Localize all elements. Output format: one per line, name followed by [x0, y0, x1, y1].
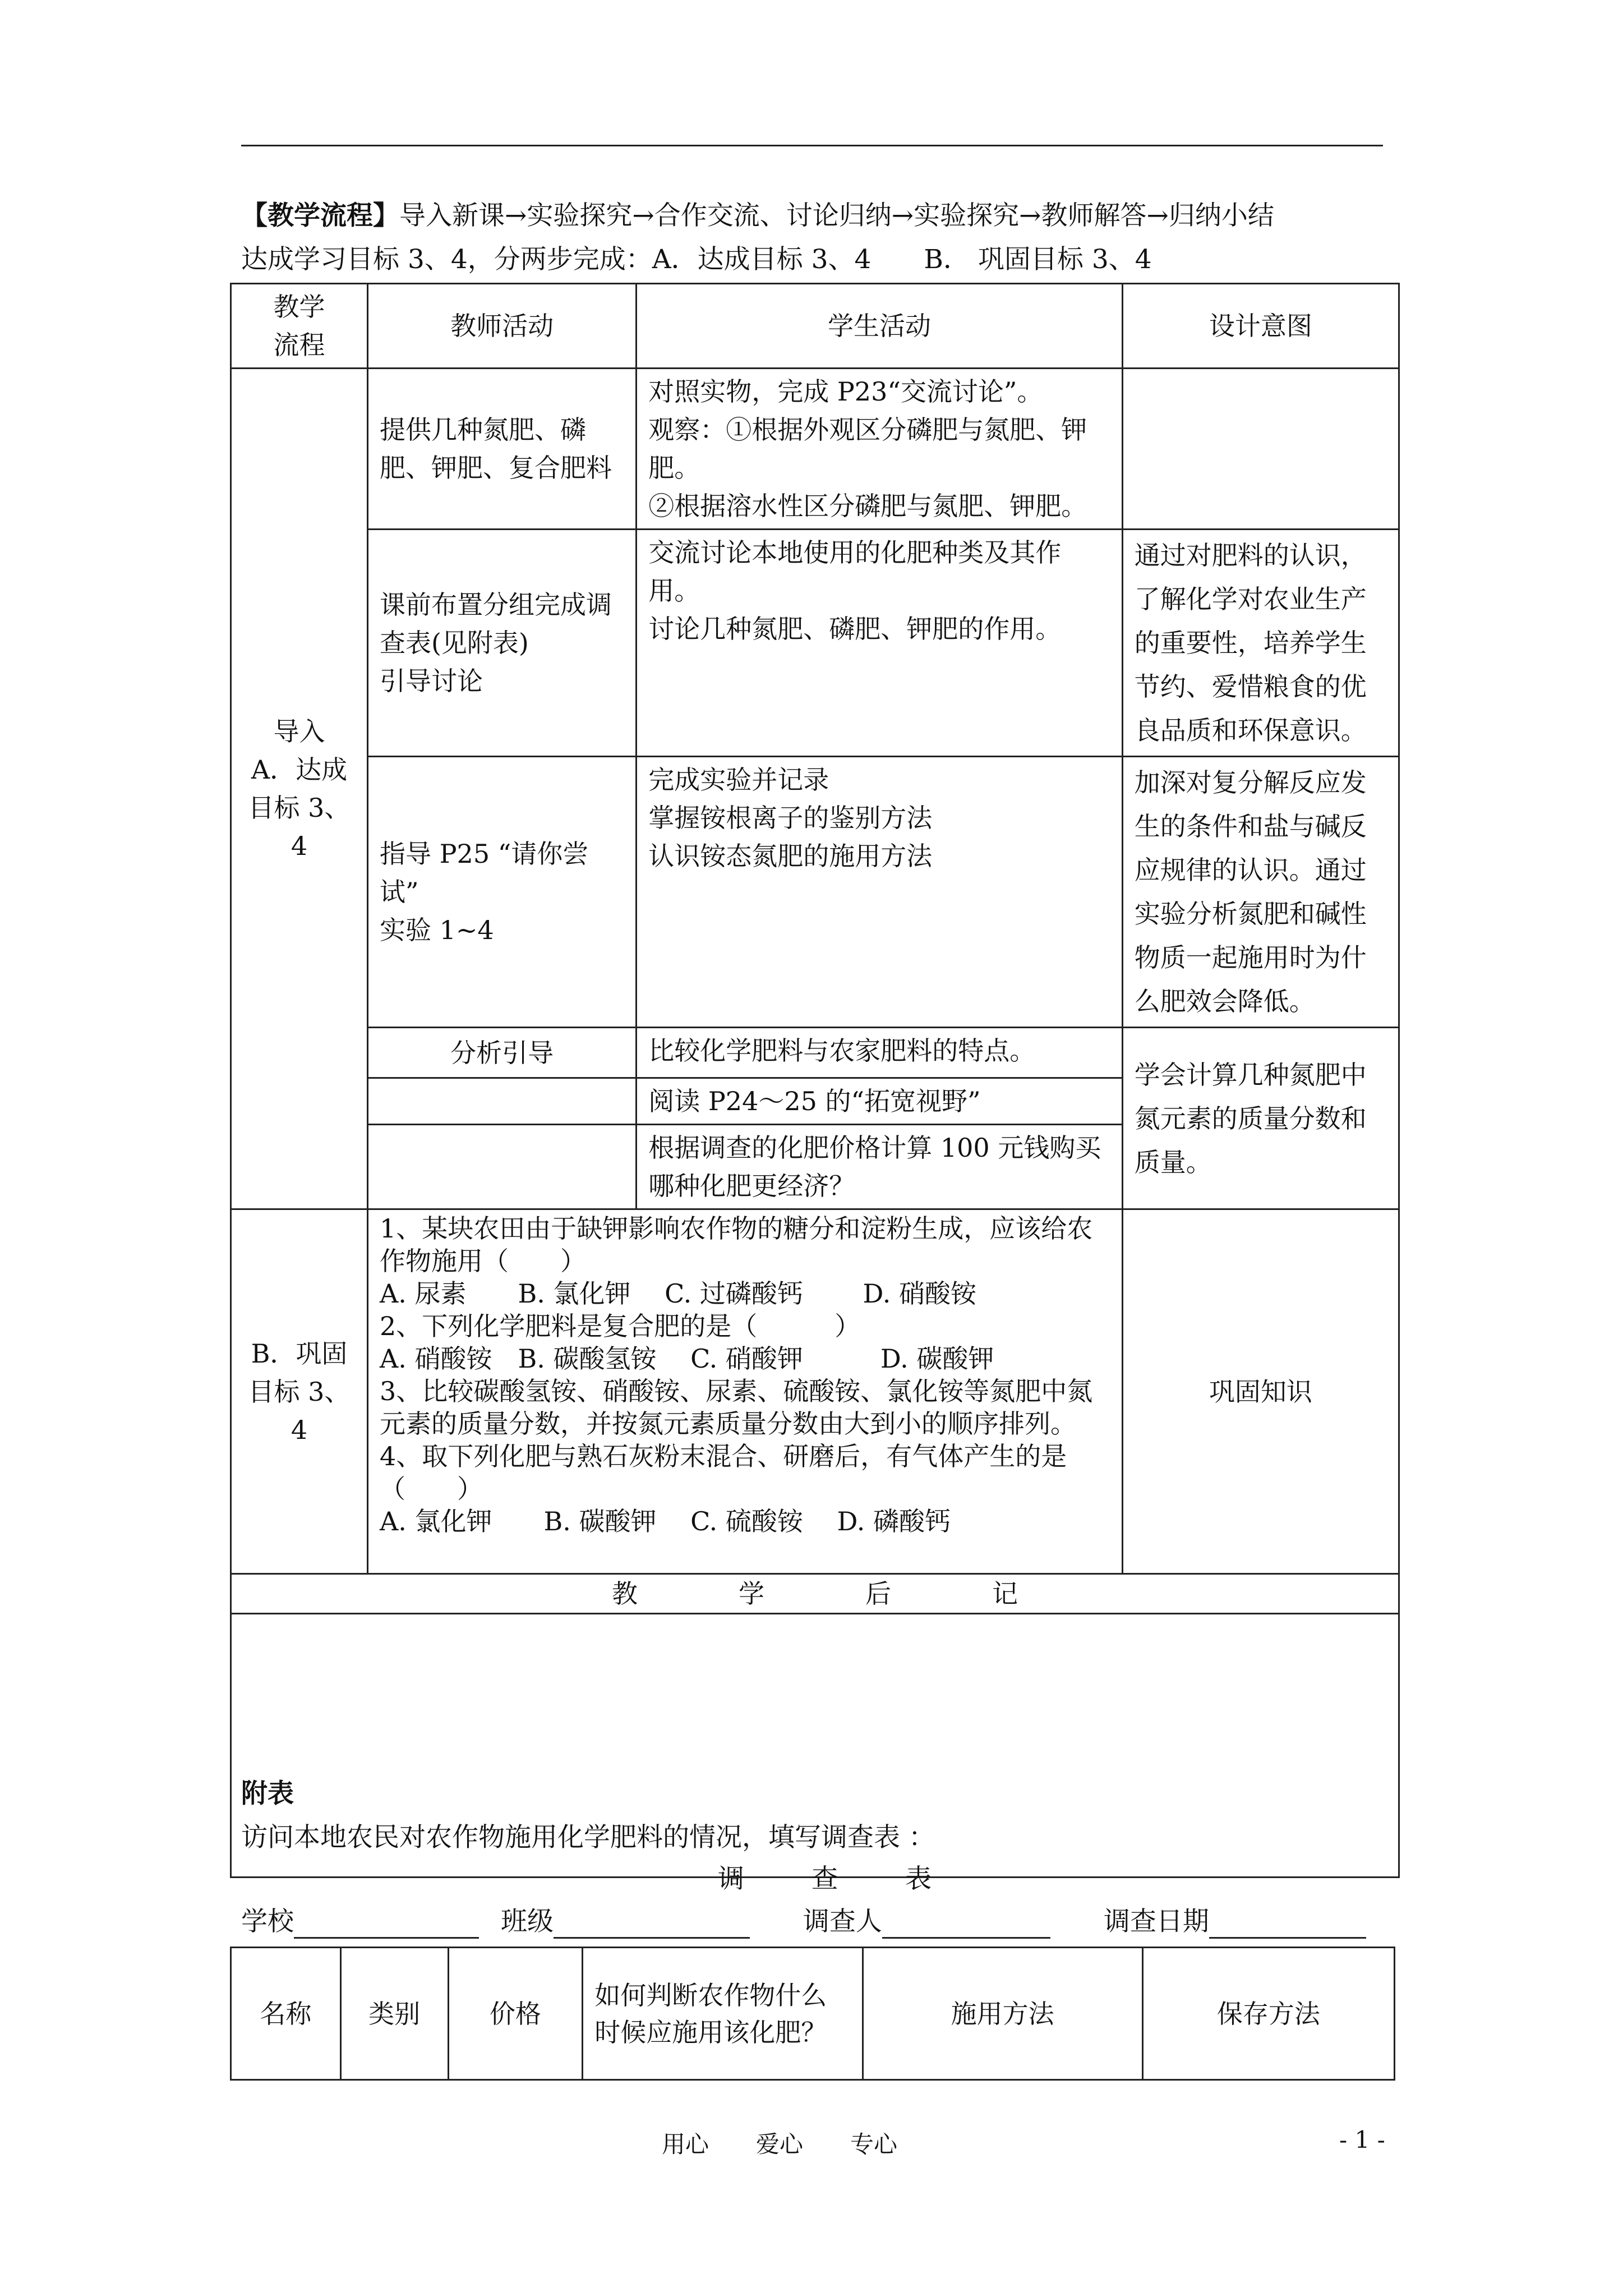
field-school-label: 学校 [241, 1906, 294, 1937]
exercise-4-options: A. 氯化钾 B. 碳酸钾 C. 硫酸铵 D. 磷酸钙 [379, 1506, 951, 1536]
exercise-4: 4、取下列化肥与熟石灰粉末混合、研磨后，有气体产生的是 （ ） [379, 1441, 1093, 1504]
row1-student: 对照实物，完成 P23“交流讨论”。 观察：①根据外观区分磷肥与氮肥、钾肥。 ②根据溶水性区分磷肥与氮肥、钾肥。 [637, 369, 1123, 530]
row5-student: 阅读 P24～25 的“拓宽视野” [637, 1078, 1123, 1125]
field-surveyor-label: 调查人 [803, 1906, 882, 1937]
appendix-title: 附表 [241, 1778, 294, 1809]
col-name: 名称 [231, 1948, 341, 2080]
row6-student: 根据调查的化肥价格计算 100 元钱购买哪种化肥更经济？ [637, 1125, 1123, 1209]
col-storage: 保存方法 [1142, 1948, 1394, 2080]
header-rule [241, 145, 1383, 146]
footer-motto: 用心 爱心 专心 [662, 2131, 898, 2158]
row2-teacher: 课前布置分组完成调查表(见附表) 引导讨论 [367, 530, 636, 757]
page-number: - 1 - [1339, 2126, 1385, 2154]
exercise-2: 2、下列化学肥料是复合肥的是（ ） [379, 1311, 861, 1341]
survey-table [230, 1947, 1395, 2081]
survey-title: 调 查 表 [718, 1864, 932, 1894]
row4-teacher: 分析引导 [367, 1028, 636, 1078]
col-price: 价格 [448, 1948, 583, 2080]
exercise-cell [367, 1209, 1122, 1574]
col-method: 施用方法 [863, 1948, 1142, 2080]
col-when: 如何判断农作物什么时候应施用该化肥？ [583, 1948, 863, 2080]
row1-teacher: 提供几种氮肥、磷肥、钾肥、复合肥料 [367, 369, 636, 530]
row3-teacher: 指导 P25 “请你尝试” 实验 1~4 [367, 757, 636, 1028]
goal-line: 达成学习目标 3、4，分两步完成：A．达成目标 3、4 B． 巩固目标 3、4 [241, 244, 1152, 275]
exercise-2-options: A. 硝酸铵 B. 碳酸氢铵 C. 硝酸钾 D. 碳酸钾 [379, 1343, 994, 1374]
exercise-3: 3、比较碳酸氢铵、硝酸铵、尿素、硫酸铵、氯化铵等氮肥中氮元素的质量分数，并按氮元素质量分数由大到小的顺序排列。 [379, 1376, 1093, 1439]
row3-student: 完成实验并记录 掌握铵根离子的鉴别方法 认识铵态氮肥的施用方法 [637, 757, 1123, 1028]
header-flow: 教学流程 [231, 284, 368, 369]
row3-intent: 加深对复分解反应发生的条件和盐与碱反应规律的认识。通过实验分析氮肥和碱性物质一起施用时为什么肥效会降低。 [1122, 757, 1399, 1028]
field-school-blank[interactable] [294, 1909, 479, 1939]
appendix-instruction: 访问本地农民对农作物施用化学肥料的情况，填写调查表 ： [241, 1822, 935, 1853]
field-date-blank[interactable] [1209, 1909, 1366, 1939]
section-a-label: 导入 A．达成目标 3、4 [231, 369, 368, 1209]
row2-intent: 通过对肥料的认识，了解化学对农业生产的重要性，培养学生节约、爱惜粮食的优良品质和环保意识。 [1122, 530, 1399, 757]
teaching-flow-text: 导入新课→实验探究→合作交流、讨论归纳→实验探究→教师解答→归纳小结 [399, 200, 1274, 231]
header-intent: 设计意图 [1122, 284, 1399, 369]
col-type: 类别 [340, 1948, 448, 2080]
row1-intent [1122, 369, 1399, 530]
field-class-blank[interactable] [554, 1909, 750, 1939]
merged-intent: 学会计算几种氮肥中氮元素的质量分数和质量。 [1122, 1028, 1399, 1209]
field-date-label: 调查日期 [1103, 1906, 1209, 1937]
lesson-plan-table [230, 283, 1400, 1878]
field-class-label: 班级 [500, 1906, 554, 1937]
exercise-1-options: A. 尿素 B. 氯化钾 C. 过磷酸钙 D. 硝酸铵 [379, 1278, 977, 1309]
section-b-intent: 巩固知识 [1122, 1209, 1399, 1574]
survey-fields [241, 1905, 1366, 1939]
row6-teacher [367, 1125, 636, 1209]
exercise-1: 1、某块农田由于缺钾影响农作物的糖分和淀粉生成，应该给农作物施用（ ） [379, 1213, 1093, 1276]
row4-student: 比较化学肥料与农家肥料的特点。 [637, 1028, 1123, 1078]
field-surveyor-blank[interactable] [882, 1909, 1050, 1939]
postscript-title: 教 学 后 记 [231, 1574, 1399, 1614]
header-teacher: 教师活动 [367, 284, 636, 369]
row2-student: 交流讨论本地使用的化肥种类及其作用。 讨论几种氮肥、磷肥、钾肥的作用。 [637, 530, 1123, 757]
section-b-label: B．巩固目标 3、4 [231, 1209, 368, 1574]
row5-teacher [367, 1078, 636, 1125]
teaching-flow-label: 【教学流程】 [241, 200, 399, 231]
teaching-flow-line [241, 199, 1274, 233]
header-student: 学生活动 [637, 284, 1123, 369]
